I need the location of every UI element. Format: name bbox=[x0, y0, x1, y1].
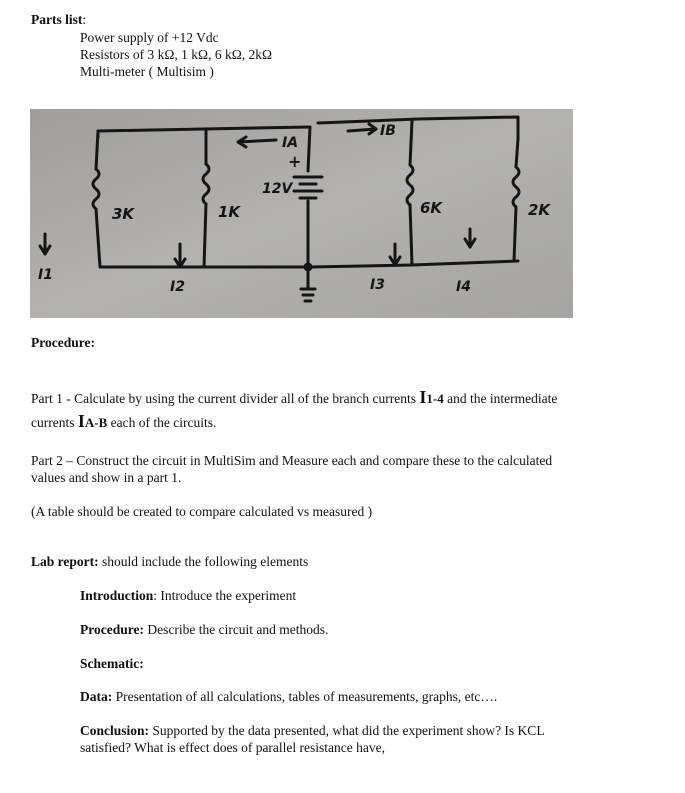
lab-report-heading: Lab report: should include the following elements bbox=[31, 554, 309, 569]
label-2k: 2K bbox=[528, 201, 551, 219]
label-3k: 3K bbox=[112, 205, 135, 223]
report-item-data: Data: Presentation of all calculations, tables of measurements, graphs, etc…. bbox=[80, 689, 498, 704]
label-ia: IA bbox=[282, 135, 299, 151]
label-plus: + bbox=[288, 152, 302, 171]
label-6k: 6K bbox=[420, 199, 443, 217]
part1-line2: currents IA-B each of the circuits. bbox=[31, 411, 217, 431]
report-item-schematic: Schematic: bbox=[80, 656, 144, 671]
report-item-conclusion: Conclusion: Supported by the data presented, what did the experiment show? Is KCL bbox=[80, 723, 545, 738]
label-1k: 1K bbox=[218, 203, 241, 221]
label-i1: I1 bbox=[38, 267, 53, 283]
report-item-introduction: Introduction: Introduce the experiment bbox=[80, 588, 297, 603]
label-i2: I2 bbox=[170, 279, 185, 295]
junction-dot bbox=[304, 263, 313, 272]
parts-item: Power supply of +12 Vdc bbox=[80, 30, 219, 45]
part2-line2: values and show in a part 1. bbox=[31, 470, 182, 485]
label-i4: I4 bbox=[456, 279, 471, 295]
label-i3: I3 bbox=[370, 277, 385, 293]
parts-list-heading: Parts list: bbox=[31, 12, 87, 27]
label-ib: IB bbox=[380, 123, 396, 139]
report-item-procedure: Procedure: Describe the circuit and methods. bbox=[80, 622, 329, 637]
parts-item: Multi-meter ( Multisim ) bbox=[80, 64, 214, 79]
procedure-heading: Procedure: bbox=[31, 335, 95, 350]
part2-line1: Part 2 – Construct the circuit in MultiSim and Measure each and compare these to the calculated bbox=[31, 453, 553, 468]
parts-item: Resistors of 3 kΩ, 1 kΩ, 6 kΩ, 2kΩ bbox=[80, 47, 273, 62]
part1-line1: Part 1 - Calculate by using the current divider all of the branch currents I1-4 and the intermediate bbox=[31, 387, 558, 407]
label-12v: 12V bbox=[262, 181, 293, 197]
table-note: (A table should be created to compare calculated vs measured ) bbox=[31, 504, 373, 519]
circuit-photo bbox=[30, 109, 573, 318]
report-conclusion-line2: satisfied? What is effect does of parallel resistance have, bbox=[80, 740, 385, 755]
